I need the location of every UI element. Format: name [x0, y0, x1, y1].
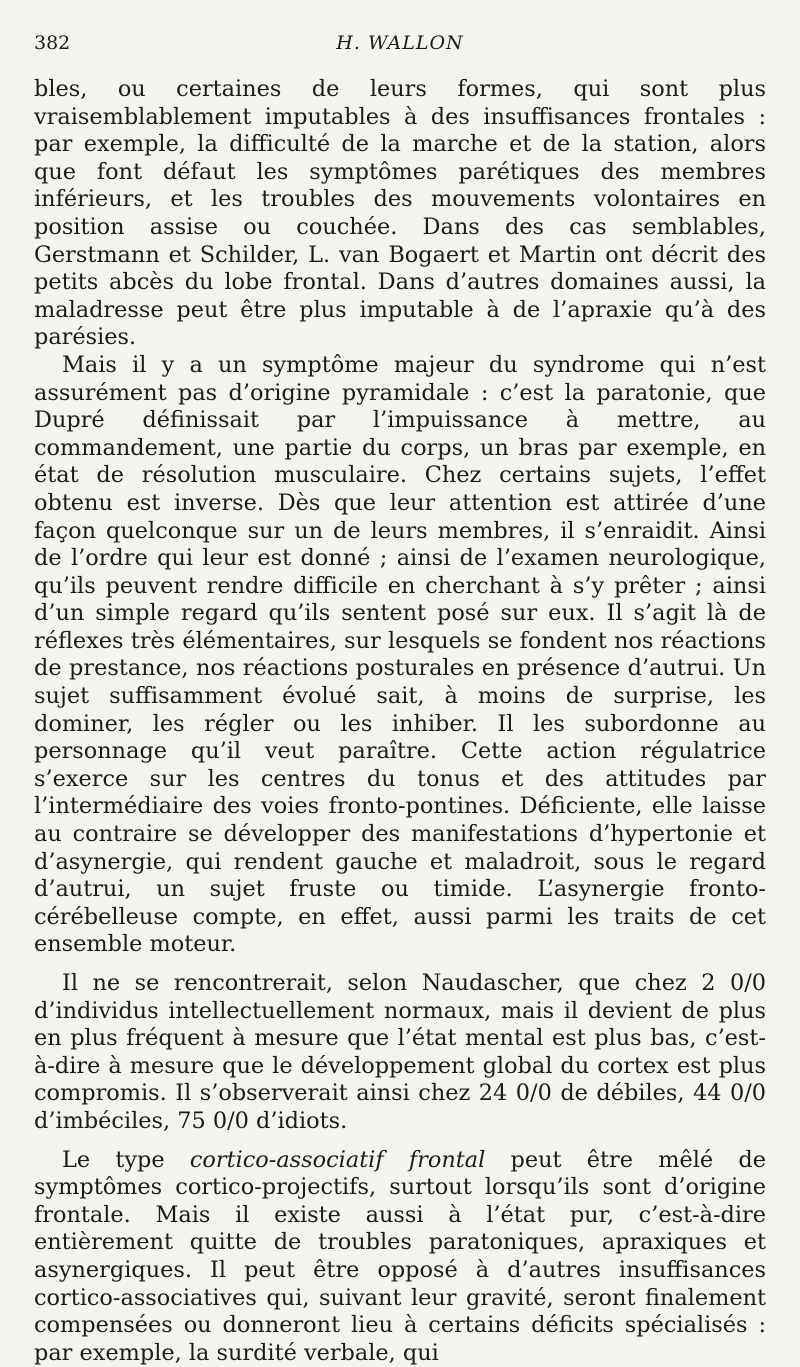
paragraph-3: Il ne se rencontrerait, selon Naudascher, que chez 2 0/0 d’individus intellectuellement normaux, mais il devient de plus en plus fréquent à mesure que l’état mental est plus bas, c’est-à-dire à mesure que le développement global du cortex est plus compromis. Il s’observerait ainsi chez 24 0/0 de débiles, 44 0/0 d’imbéciles, 75 0/0 d’idiots. [34, 970, 766, 1134]
paragraph-4 [34, 1147, 766, 1367]
body-text [34, 76, 766, 1367]
running-head: H. WALLON [336, 32, 464, 54]
paragraph-4-suffix: peut être mêlé de symptômes cortico-projectifs, surtout lorsqu’ils sont d’origine frontale. Mais il existe aussi à l’état pur, c’est-à-dire entièrement quitte de troubles paratoniques, apraxiques et asynergiques. Il peut être opposé à d’autres insuffisances cortico-associatives qui, suivant leur gravité, seront finalement compensées ou donneront lieu à certains déficits spécialisés : par exemple, la surdité verbale, qui [34, 1146, 766, 1366]
page-number: 382 [34, 32, 71, 54]
paragraph-2: Mais il y a un symptôme majeur du syndrome qui n’est assurément pas d’origine pyramidale : c’est la paratonie, que Dupré définissait par l’impuissance à mettre, au commandement, une partie du corps, un bras par exemple, en état de résolution musculaire. Chez certains sujets, l’effet obtenu est inverse. Dès que leur attention est attirée d’une façon quelconque sur un de leurs membres, il s’enraidit. Ainsi de l’ordre qui leur est donné ; ainsi de l’examen neurologique, qu’ils peuvent rendre difficile en cherchant à s’y prêter ; ainsi d’un simple regard qu’ils sentent posé sur eux. Il s’agit là de réflexes très élémentaires, sur lesquels se fondent nos réactions de prestance, nos réactions posturales en présence d’autrui. Un sujet suffisamment évolué sait, à moins de surprise, les dominer, les régler ou les inhiber. Il les subordonne au personnage qu’il veut paraître. Cette action régulatrice s’exerce sur les centres du tonus et des attitudes par l’intermédiaire des voies fronto-pontines. Déficiente, elle laisse au contraire se développer des manifestations d’hypertonie et d’asynergie, qui rendent gauche et maladroit, sous le regard d’autrui, un sujet fruste ou timide. L’asynergie fronto-cérébelleuse compte, en effet, aussi parmi les traits de cet ensemble moteur. [34, 351, 766, 958]
page-header [34, 28, 766, 60]
paragraph-4-emphasis: cortico-associatif frontal [189, 1146, 486, 1173]
paragraph-1: bles, ou certaines de leurs formes, qui sont plus vraisemblablement imputables à des insuffisances frontales : par exemple, la difficulté de la marche et de la station, alors que font défaut les symptômes parétiques des membres inférieurs, et les troubles des mouvements volontaires en position assise ou couchée. Dans des cas semblables, Gerstmann et Schilder, L. van Bogaert et Martin ont décrit des petits abcès du lobe frontal. Dans d’autres domaines aussi, la maladresse peut être plus imputable à de l’apraxie qu’à des parésies. [34, 76, 766, 351]
paragraph-4-prefix: Le type [62, 1146, 190, 1173]
